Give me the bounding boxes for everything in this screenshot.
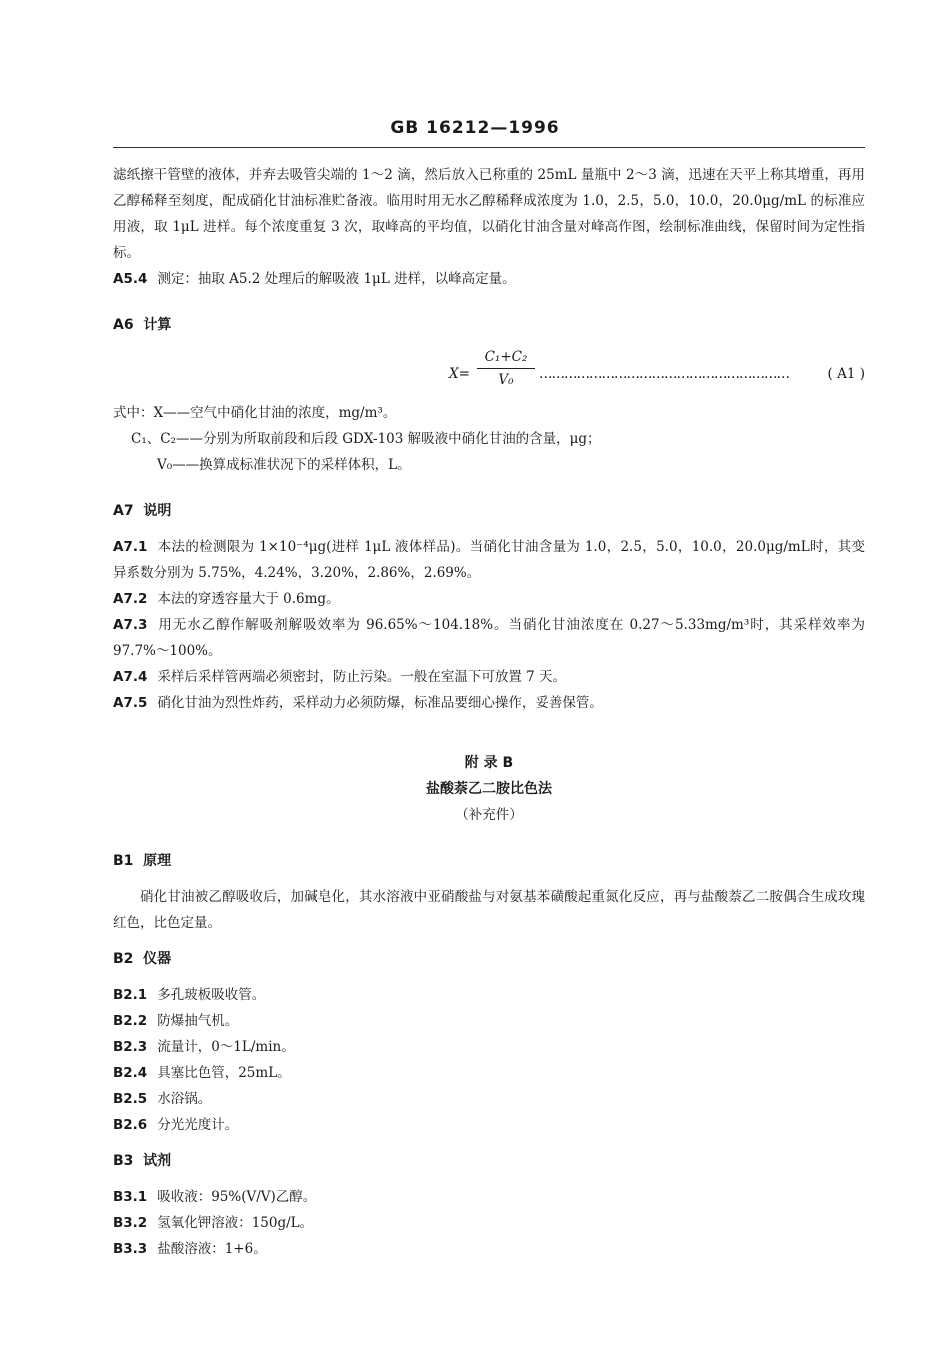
clause-a7-2 — [113, 586, 865, 612]
legend-x: 式中：X——空气中硝化甘油的浓度，mg/m³。 — [113, 405, 397, 421]
clause-text: 盐酸溶液：1+6。 — [157, 1241, 267, 1257]
clause-b2-6 — [113, 1112, 865, 1138]
clause-a7-5 — [113, 690, 865, 716]
clause-number: B3.1 — [113, 1189, 148, 1205]
section-title: 试剂 — [143, 1153, 172, 1169]
clause-number: B2.2 — [113, 1013, 148, 1029]
standard-number: GB 16212—1996 — [390, 118, 560, 138]
clause-b3-1 — [113, 1184, 865, 1210]
clause-text: 多孔玻板吸收管。 — [157, 987, 266, 1003]
section-number: B2 — [113, 951, 134, 967]
clause-a7-1 — [113, 534, 865, 586]
clause-text: 吸收液：95%(V/V)乙醇。 — [157, 1189, 317, 1205]
section-b2 — [113, 946, 865, 972]
clause-b2-1 — [113, 982, 865, 1008]
fraction-bar — [477, 368, 535, 369]
section-a7 — [113, 498, 865, 524]
legend-c1-c2: C₁、C₂——分别为所取前段和后段 GDX-103 解吸液中硝化甘油的含量，μg； — [131, 431, 601, 447]
clause-number: A7.2 — [113, 591, 148, 607]
clause-number: B2.1 — [113, 987, 148, 1003]
clause-text: 防爆抽气机。 — [157, 1013, 239, 1029]
clause-number: B3.2 — [113, 1215, 148, 1231]
b1-principle-text: 硝化甘油被乙醇吸收后，加碱皂化，其水溶液中亚硝酸盐与对氨基苯磺酸起重氮化反应，再与盐酸萘乙二胺偶合生成玫瑰红色，比色定量。 — [113, 889, 865, 931]
section-number: B3 — [113, 1153, 134, 1169]
section-number: A6 — [113, 317, 134, 333]
formula-denominator: V₀ — [498, 372, 514, 388]
clause-b3-3 — [113, 1236, 865, 1262]
clause-text: 本法的穿透容量大于 0.6mg。 — [157, 591, 340, 607]
clause-text: 氢氧化钾溶液：150g/L。 — [157, 1215, 314, 1231]
clause-number: B2.6 — [113, 1117, 148, 1133]
section-b1 — [113, 848, 865, 874]
formula-numerator: C₁+C₂ — [484, 349, 528, 365]
section-title: 仪器 — [143, 951, 172, 967]
clause-b3-2 — [113, 1210, 865, 1236]
clause-text: 流量计，0～1L/min。 — [157, 1039, 295, 1055]
clause-number: B2.5 — [113, 1091, 148, 1107]
clause-b2-2 — [113, 1008, 865, 1034]
clause-number: A7.4 — [113, 669, 148, 685]
section-title: 原理 — [143, 853, 172, 869]
clause-number: B2.3 — [113, 1039, 148, 1055]
clause-number: A5.4 — [113, 271, 148, 287]
section-b3 — [113, 1148, 865, 1174]
clause-a5-4 — [113, 266, 865, 292]
clause-number: A7.3 — [113, 617, 148, 633]
page-content — [113, 162, 865, 1262]
appendix-label: 附 录 B — [464, 755, 514, 771]
clause-text: 采样后采样管两端必须密封，防止污染。一般在室温下可放置 7 天。 — [157, 669, 567, 685]
clause-text: 分光光度计。 — [157, 1117, 239, 1133]
clause-a7-3 — [113, 612, 865, 664]
clause-text: 硝化甘油为烈性炸药，采样动力必须防爆，标准品要细心操作，妥善保管。 — [157, 695, 603, 711]
clause-b2-5 — [113, 1086, 865, 1112]
clause-b2-4 — [113, 1060, 865, 1086]
equation-number: ( A1 ) — [827, 366, 865, 382]
appendix-title: 盐酸萘乙二胺比色法 — [426, 781, 552, 797]
section-title: 说明 — [143, 503, 172, 519]
formula-leader-dots: …………………………………………………… — [539, 366, 789, 382]
clause-number: A7.5 — [113, 695, 148, 711]
clause-b2-3 — [113, 1034, 865, 1060]
clause-text: 水浴锅。 — [157, 1091, 212, 1107]
section-number: B1 — [113, 853, 134, 869]
formula-lhs: X= — [449, 366, 470, 382]
header-rule — [113, 147, 865, 148]
section-number: A7 — [113, 503, 134, 519]
section-a6 — [113, 312, 865, 338]
clause-number: A7.1 — [113, 539, 148, 555]
a5-3-continuation: 滤纸擦干管壁的液体，并弃去吸管尖端的 1～2 滴，然后放入已称重的 25mL 量瓶中 2～3 滴，迅速在天平上称其增重，再用乙醇稀释至刻度，配成硝化甘油标准贮备液。临用时用无水乙醇稀释成浓度为 1.0，2.5，5.0，10.0，20.0μg/mL 的标准应用液，取 1μL 进样。每个浓度重复 3 次，取峰高的平均值，以硝化甘油含量对峰高作图，绘制标准曲线，保留时间为定性指标。 — [113, 167, 865, 261]
clause-number: B3.3 — [113, 1241, 148, 1257]
formula-fraction — [477, 348, 535, 389]
clause-text: 本法的检测限为 1×10⁻⁴μg(进样 1μL 液体样品)。当硝化甘油含量为 1.0，2.5，5.0，10.0，20.0μg/mL时，其变异系数分别为 5.75%，4.24%，3.20%，2.86%，2.69%。 — [113, 539, 865, 581]
section-title: 计算 — [143, 317, 172, 333]
formula-a1 — [113, 348, 865, 400]
clause-a7-4 — [113, 664, 865, 690]
clause-text: 测定：抽取 A5.2 处理后的解吸液 1μL 进样，以峰高定量。 — [157, 271, 516, 287]
legend-v0: V₀——换算成标准状况下的采样体积，L。 — [157, 457, 411, 473]
clause-text: 用无水乙醇作解吸剂解吸效率为 96.65%～104.18%。当硝化甘油浓度在 0.27～5.33mg/m³时，其采样效率为 97.7%～100%。 — [113, 617, 865, 659]
clause-number: B2.4 — [113, 1065, 148, 1081]
clause-text: 具塞比色管，25mL。 — [157, 1065, 291, 1081]
formula-legend — [113, 400, 865, 478]
appendix-note: （补充件） — [455, 807, 523, 823]
